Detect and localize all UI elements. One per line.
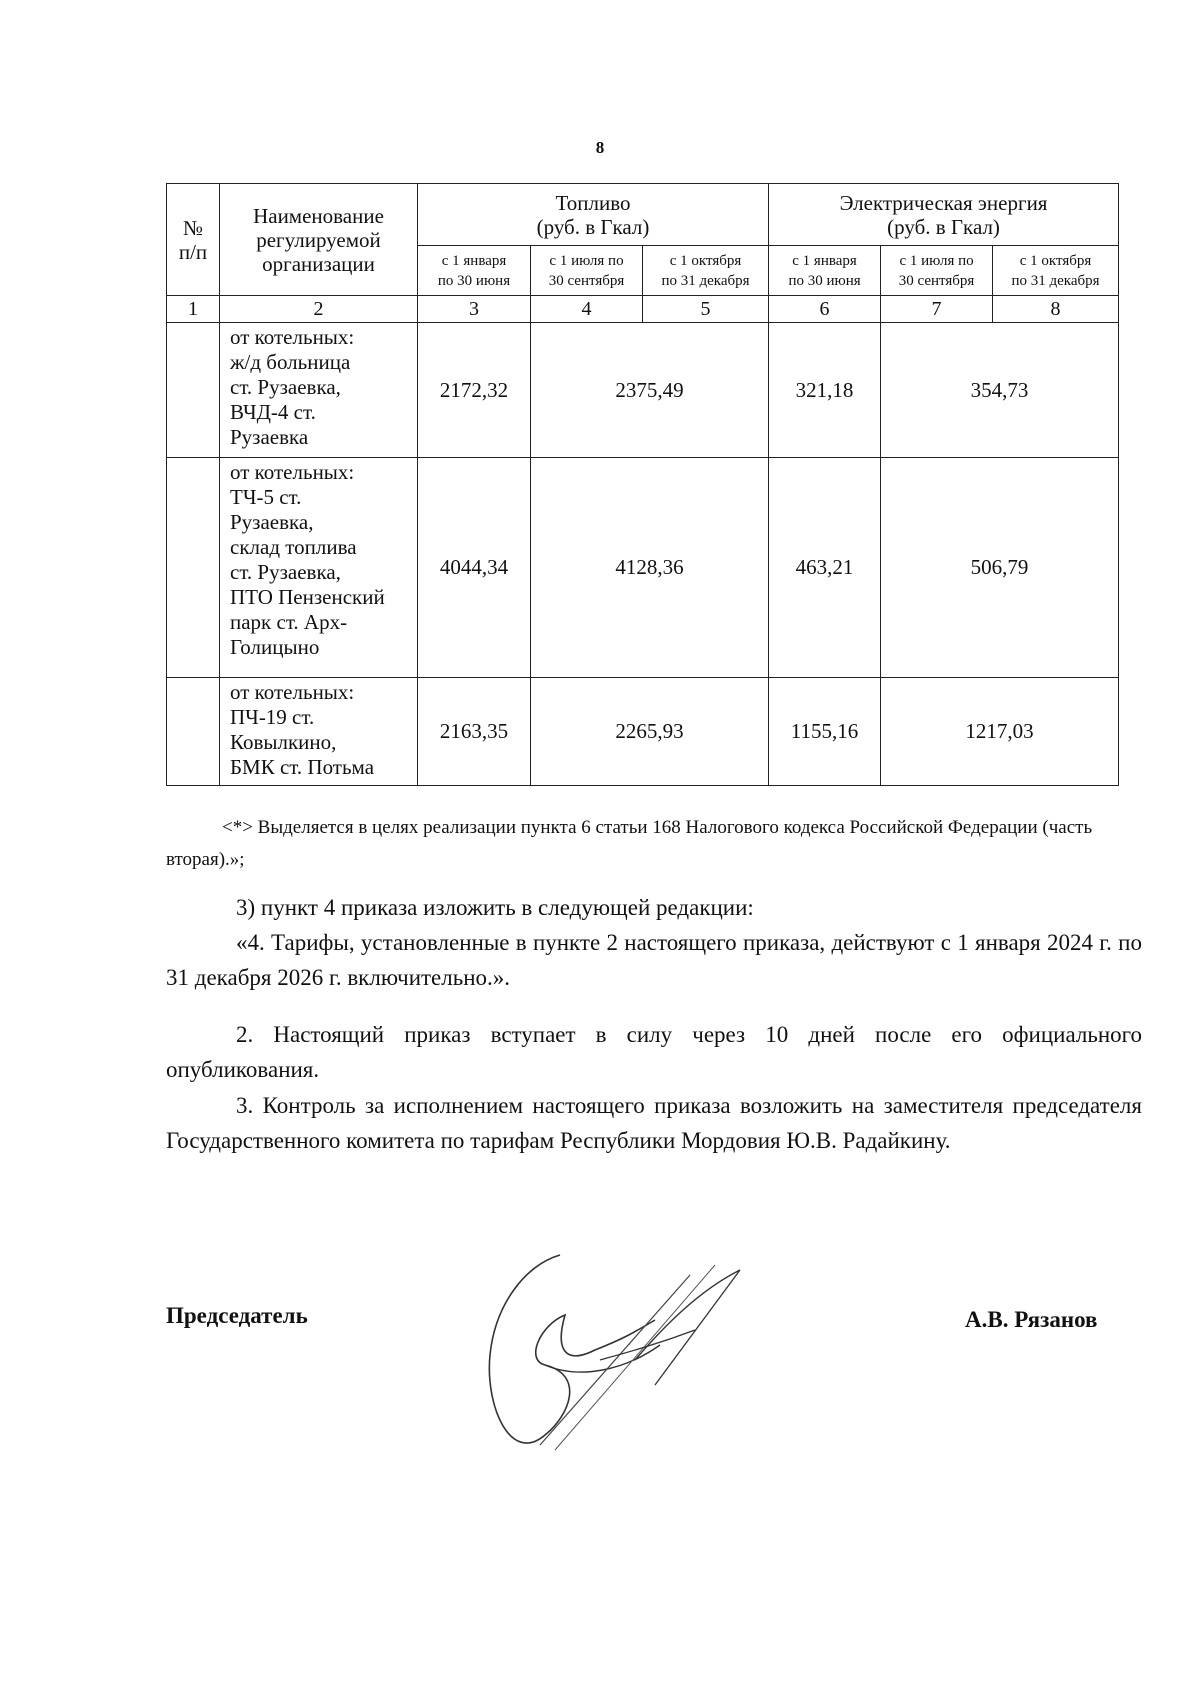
organization-line: от котельных: bbox=[230, 680, 355, 704]
header-period: с 1 октября по 31 декабря bbox=[993, 246, 1119, 296]
signature-position: Председатель bbox=[166, 1303, 308, 1328]
column-number: 7 bbox=[881, 296, 993, 323]
organization-line: ПЧ-19 ст. bbox=[230, 705, 315, 729]
footnote: <*> Выделяется в целях реализации пункта 6 статьи 168 Налогового кодекса Российской Федерации (часть вторая).»; bbox=[166, 817, 1093, 870]
organization-name bbox=[220, 678, 418, 786]
column-number: 4 bbox=[531, 296, 643, 323]
page-number: 8 bbox=[595, 138, 605, 157]
header-organization: Наименование регулируемой организации bbox=[220, 184, 418, 296]
signature-name: А.В. Рязанов bbox=[965, 1307, 1098, 1332]
column-number: 1 bbox=[167, 296, 220, 323]
row-number bbox=[167, 458, 220, 678]
header-period: с 1 января по 30 июня bbox=[769, 246, 881, 296]
column-number: 8 bbox=[993, 296, 1119, 323]
electricity-tariff-h2: 506,79 bbox=[881, 458, 1119, 678]
table-row bbox=[167, 458, 1119, 678]
organization-line: склад топлива bbox=[230, 535, 357, 559]
header-period: с 1 июля по 30 сентября bbox=[881, 246, 993, 296]
organization-line: Ковылкино, bbox=[230, 730, 337, 754]
organization-line: Голицыно bbox=[230, 635, 320, 659]
fuel-tariff-h1: 2172,32 bbox=[418, 323, 531, 458]
paragraph-effective-date: 2. Настоящий приказ вступает в силу через 10 дней после его официального опубликования. bbox=[166, 1022, 1142, 1082]
header-electricity: Электрическая энергия (руб. в Гкал) bbox=[769, 184, 1119, 246]
header-period: с 1 октября по 31 декабря bbox=[643, 246, 769, 296]
header-num: № п/п bbox=[167, 184, 220, 296]
paragraph-item-3-title: 3) пункт 4 приказа изложить в следующей редакции: bbox=[236, 895, 754, 920]
column-number: 6 bbox=[769, 296, 881, 323]
fuel-tariff-h2: 4128,36 bbox=[531, 458, 769, 678]
column-number: 5 bbox=[643, 296, 769, 323]
organization-line: от котельных: bbox=[230, 325, 355, 349]
organization-line: Рузаевка bbox=[230, 425, 309, 449]
organization-name bbox=[220, 458, 418, 678]
fuel-tariff-h2: 2265,93 bbox=[531, 678, 769, 786]
electricity-tariff-h1: 1155,16 bbox=[769, 678, 881, 786]
organization-line: ВЧД-4 ст. bbox=[230, 400, 316, 424]
organization-line: ж/д больница bbox=[230, 350, 351, 374]
organization-name bbox=[220, 323, 418, 458]
electricity-tariff-h2: 1217,03 bbox=[881, 678, 1119, 786]
paragraph-item-3-body: «4. Тарифы, установленные в пункте 2 настоящего приказа, действуют с 1 января 2024 г. по 31 декабря 2026 г. включительно.». bbox=[166, 930, 1142, 990]
row-number bbox=[167, 678, 220, 786]
handwritten-signature bbox=[485, 1245, 825, 1485]
organization-line: ПТО Пензенский bbox=[230, 585, 385, 609]
organization-line: Рузаевка, bbox=[230, 510, 314, 534]
table-row bbox=[167, 678, 1119, 786]
row-number bbox=[167, 323, 220, 458]
column-number: 3 bbox=[418, 296, 531, 323]
tariff-table bbox=[166, 183, 1119, 786]
table-row bbox=[167, 323, 1119, 458]
header-fuel: Топливо (руб. в Гкал) bbox=[418, 184, 769, 246]
paragraph-control: 3. Контроль за исполнением настоящего приказа возложить на заместителя председателя Государственного комитета по тарифам Республики Мордовия Ю.В. Радайкину. bbox=[166, 1093, 1142, 1153]
organization-line: БМК ст. Потьма bbox=[230, 755, 375, 779]
column-number: 2 bbox=[220, 296, 418, 323]
electricity-tariff-h1: 321,18 bbox=[769, 323, 881, 458]
electricity-tariff-h1: 463,21 bbox=[769, 458, 881, 678]
organization-line: парк ст. Арх- bbox=[230, 610, 348, 634]
header-period: с 1 июля по 30 сентября bbox=[531, 246, 643, 296]
fuel-tariff-h1: 4044,34 bbox=[418, 458, 531, 678]
organization-line: ст. Рузаевка, bbox=[230, 560, 341, 584]
electricity-tariff-h2: 354,73 bbox=[881, 323, 1119, 458]
organization-line: от котельных: bbox=[230, 460, 355, 484]
organization-line: ТЧ-5 ст. bbox=[230, 485, 302, 509]
fuel-tariff-h2: 2375,49 bbox=[531, 323, 769, 458]
header-period: с 1 января по 30 июня bbox=[418, 246, 531, 296]
organization-line: ст. Рузаевка, bbox=[230, 375, 341, 399]
fuel-tariff-h1: 2163,35 bbox=[418, 678, 531, 786]
